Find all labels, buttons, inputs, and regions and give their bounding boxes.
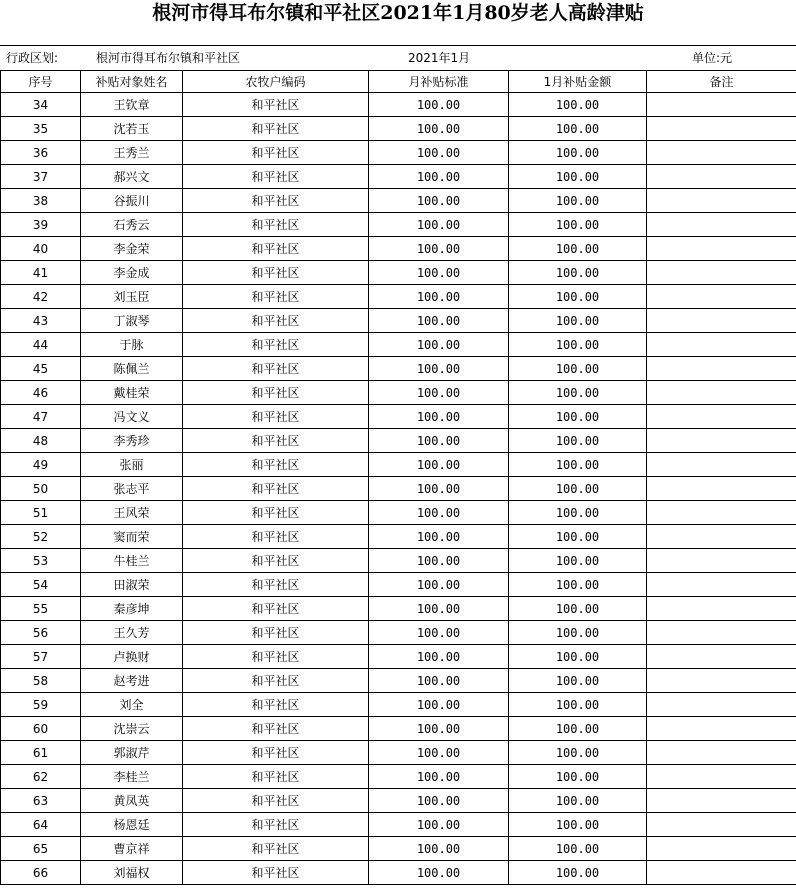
cell-amount: 100.00 <box>509 813 647 837</box>
table-row <box>1 357 796 381</box>
cell-code: 和平社区 <box>183 189 369 213</box>
cell-name: 郭淑芹 <box>81 741 183 765</box>
cell-name: 陈佩兰 <box>81 357 183 381</box>
cell-name: 王久芳 <box>81 621 183 645</box>
cell-standard: 100.00 <box>369 117 509 141</box>
cell-standard: 100.00 <box>369 453 509 477</box>
cell-note <box>647 285 796 309</box>
cell-name: 于脉 <box>81 333 183 357</box>
cell-name: 牛桂兰 <box>81 549 183 573</box>
cell-name: 沈崇云 <box>81 717 183 741</box>
cell-note <box>647 357 796 381</box>
cell-no: 62 <box>1 765 81 789</box>
cell-standard: 100.00 <box>369 381 509 405</box>
cell-no: 38 <box>1 189 81 213</box>
cell-name: 李桂兰 <box>81 765 183 789</box>
table-row <box>1 333 796 357</box>
cell-no: 46 <box>1 381 81 405</box>
cell-no: 36 <box>1 141 81 165</box>
cell-name: 王秀兰 <box>81 141 183 165</box>
cell-amount: 100.00 <box>509 669 647 693</box>
cell-code: 和平社区 <box>183 717 369 741</box>
cell-code: 和平社区 <box>183 309 369 333</box>
cell-no: 49 <box>1 453 81 477</box>
cell-code: 和平社区 <box>183 837 369 861</box>
cell-note <box>647 813 796 837</box>
cell-note <box>647 861 796 885</box>
cell-standard: 100.00 <box>369 621 509 645</box>
cell-amount: 100.00 <box>509 765 647 789</box>
cell-code: 和平社区 <box>183 501 369 525</box>
cell-amount: 100.00 <box>509 549 647 573</box>
cell-name: 田淑荣 <box>81 573 183 597</box>
cell-note <box>647 597 796 621</box>
cell-no: 54 <box>1 573 81 597</box>
table-row <box>1 405 796 429</box>
table-row <box>1 285 796 309</box>
cell-code: 和平社区 <box>183 621 369 645</box>
table-row <box>1 837 796 861</box>
cell-no: 41 <box>1 261 81 285</box>
cell-standard: 100.00 <box>369 717 509 741</box>
cell-note <box>647 213 796 237</box>
cell-name: 曹京祥 <box>81 837 183 861</box>
cell-amount: 100.00 <box>509 453 647 477</box>
cell-note <box>647 573 796 597</box>
table-row <box>1 453 796 477</box>
cell-amount: 100.00 <box>509 405 647 429</box>
cell-standard: 100.00 <box>369 405 509 429</box>
column-header-no: 序号 <box>1 71 81 93</box>
cell-standard: 100.00 <box>369 285 509 309</box>
cell-amount: 100.00 <box>509 357 647 381</box>
cell-no: 58 <box>1 669 81 693</box>
cell-amount: 100.00 <box>509 621 647 645</box>
table-row <box>1 693 796 717</box>
cell-standard: 100.00 <box>369 789 509 813</box>
cell-code: 和平社区 <box>183 669 369 693</box>
cell-name: 谷振川 <box>81 189 183 213</box>
cell-note <box>647 549 796 573</box>
cell-note <box>647 261 796 285</box>
cell-code: 和平社区 <box>183 117 369 141</box>
table-row <box>1 573 796 597</box>
cell-standard: 100.00 <box>369 477 509 501</box>
region-value: 根河市得耳布尔镇和平社区 <box>96 51 241 65</box>
cell-note <box>647 189 796 213</box>
cell-name: 冯文义 <box>81 405 183 429</box>
cell-standard: 100.00 <box>369 357 509 381</box>
cell-code: 和平社区 <box>183 237 369 261</box>
cell-standard: 100.00 <box>369 573 509 597</box>
cell-note <box>647 405 796 429</box>
table-row <box>1 429 796 453</box>
cell-no: 66 <box>1 861 81 885</box>
cell-amount: 100.00 <box>509 501 647 525</box>
cell-code: 和平社区 <box>183 357 369 381</box>
cell-code: 和平社区 <box>183 261 369 285</box>
table-row <box>1 525 796 549</box>
cell-name: 丁淑琴 <box>81 309 183 333</box>
cell-name: 沈若玉 <box>81 117 183 141</box>
cell-code: 和平社区 <box>183 285 369 309</box>
cell-standard: 100.00 <box>369 213 509 237</box>
cell-name: 刘玉臣 <box>81 285 183 309</box>
cell-no: 53 <box>1 549 81 573</box>
cell-standard: 100.00 <box>369 429 509 453</box>
column-header-amount: 1月补贴金额 <box>509 71 647 93</box>
cell-standard: 100.00 <box>369 597 509 621</box>
cell-amount: 100.00 <box>509 189 647 213</box>
cell-note <box>647 141 796 165</box>
cell-name: 戴桂荣 <box>81 381 183 405</box>
cell-standard: 100.00 <box>369 765 509 789</box>
cell-no: 34 <box>1 93 81 117</box>
cell-code: 和平社区 <box>183 693 369 717</box>
cell-amount: 100.00 <box>509 525 647 549</box>
unit-label: 单位:元 <box>692 51 733 65</box>
cell-amount: 100.00 <box>509 645 647 669</box>
cell-note <box>647 765 796 789</box>
cell-amount: 100.00 <box>509 741 647 765</box>
cell-note <box>647 453 796 477</box>
table-row <box>1 789 796 813</box>
cell-note <box>647 837 796 861</box>
cell-no: 39 <box>1 213 81 237</box>
cell-name: 王风荣 <box>81 501 183 525</box>
cell-standard: 100.00 <box>369 741 509 765</box>
table-row <box>1 645 796 669</box>
cell-standard: 100.00 <box>369 309 509 333</box>
cell-amount: 100.00 <box>509 693 647 717</box>
cell-no: 57 <box>1 645 81 669</box>
cell-no: 64 <box>1 813 81 837</box>
cell-code: 和平社区 <box>183 789 369 813</box>
cell-name: 李秀珍 <box>81 429 183 453</box>
meta-row <box>0 46 796 70</box>
cell-no: 60 <box>1 717 81 741</box>
table-header-row <box>1 71 796 93</box>
cell-amount: 100.00 <box>509 93 647 117</box>
cell-name: 秦彦坤 <box>81 597 183 621</box>
cell-code: 和平社区 <box>183 333 369 357</box>
cell-amount: 100.00 <box>509 117 647 141</box>
cell-no: 44 <box>1 333 81 357</box>
table-row <box>1 165 796 189</box>
cell-standard: 100.00 <box>369 189 509 213</box>
table-row <box>1 621 796 645</box>
cell-code: 和平社区 <box>183 765 369 789</box>
column-header-standard: 月补贴标准 <box>369 71 509 93</box>
cell-amount: 100.00 <box>509 429 647 453</box>
cell-note <box>647 501 796 525</box>
cell-amount: 100.00 <box>509 381 647 405</box>
cell-name: 石秀云 <box>81 213 183 237</box>
cell-name: 李金荣 <box>81 237 183 261</box>
cell-name: 郝兴文 <box>81 165 183 189</box>
region-label: 行政区划: <box>6 51 59 65</box>
cell-code: 和平社区 <box>183 405 369 429</box>
column-header-code: 农牧户编码 <box>183 71 369 93</box>
cell-note <box>647 309 796 333</box>
cell-no: 43 <box>1 309 81 333</box>
cell-amount: 100.00 <box>509 165 647 189</box>
cell-code: 和平社区 <box>183 141 369 165</box>
cell-code: 和平社区 <box>183 597 369 621</box>
cell-no: 52 <box>1 525 81 549</box>
cell-no: 48 <box>1 429 81 453</box>
table-row <box>1 213 796 237</box>
table-row <box>1 93 796 117</box>
table-row <box>1 141 796 165</box>
table-row <box>1 189 796 213</box>
cell-name: 李金成 <box>81 261 183 285</box>
cell-code: 和平社区 <box>183 861 369 885</box>
cell-note <box>647 117 796 141</box>
cell-amount: 100.00 <box>509 333 647 357</box>
cell-amount: 100.00 <box>509 477 647 501</box>
cell-standard: 100.00 <box>369 501 509 525</box>
cell-standard: 100.00 <box>369 693 509 717</box>
cell-no: 35 <box>1 117 81 141</box>
cell-code: 和平社区 <box>183 165 369 189</box>
cell-no: 61 <box>1 741 81 765</box>
cell-code: 和平社区 <box>183 549 369 573</box>
cell-note <box>647 645 796 669</box>
cell-amount: 100.00 <box>509 285 647 309</box>
cell-code: 和平社区 <box>183 813 369 837</box>
cell-code: 和平社区 <box>183 645 369 669</box>
cell-note <box>647 741 796 765</box>
cell-code: 和平社区 <box>183 381 369 405</box>
cell-note <box>647 93 796 117</box>
table-row <box>1 117 796 141</box>
cell-code: 和平社区 <box>183 429 369 453</box>
cell-amount: 100.00 <box>509 597 647 621</box>
cell-code: 和平社区 <box>183 213 369 237</box>
cell-name: 张丽 <box>81 453 183 477</box>
cell-note <box>647 333 796 357</box>
cell-standard: 100.00 <box>369 645 509 669</box>
cell-name: 张志平 <box>81 477 183 501</box>
cell-code: 和平社区 <box>183 741 369 765</box>
cell-standard: 100.00 <box>369 837 509 861</box>
cell-note <box>647 621 796 645</box>
cell-note <box>647 237 796 261</box>
cell-no: 47 <box>1 405 81 429</box>
cell-amount: 100.00 <box>509 213 647 237</box>
cell-note <box>647 381 796 405</box>
cell-standard: 100.00 <box>369 813 509 837</box>
cell-no: 63 <box>1 789 81 813</box>
cell-code: 和平社区 <box>183 477 369 501</box>
cell-standard: 100.00 <box>369 165 509 189</box>
cell-note <box>647 693 796 717</box>
cell-code: 和平社区 <box>183 525 369 549</box>
table-row <box>1 549 796 573</box>
cell-no: 50 <box>1 477 81 501</box>
table-row <box>1 669 796 693</box>
cell-code: 和平社区 <box>183 453 369 477</box>
table-row <box>1 717 796 741</box>
cell-no: 51 <box>1 501 81 525</box>
cell-no: 59 <box>1 693 81 717</box>
table-row <box>1 597 796 621</box>
cell-note <box>647 525 796 549</box>
cell-amount: 100.00 <box>509 861 647 885</box>
cell-note <box>647 789 796 813</box>
cell-amount: 100.00 <box>509 837 647 861</box>
table-row <box>1 381 796 405</box>
cell-amount: 100.00 <box>509 261 647 285</box>
cell-note <box>647 477 796 501</box>
cell-code: 和平社区 <box>183 573 369 597</box>
cell-name: 刘福权 <box>81 861 183 885</box>
cell-name: 王钦章 <box>81 93 183 117</box>
table-row <box>1 477 796 501</box>
subsidy-table <box>0 70 796 885</box>
cell-name: 刘全 <box>81 693 183 717</box>
table-row <box>1 501 796 525</box>
cell-no: 56 <box>1 621 81 645</box>
cell-no: 42 <box>1 285 81 309</box>
cell-standard: 100.00 <box>369 549 509 573</box>
cell-standard: 100.00 <box>369 525 509 549</box>
cell-name: 卢换财 <box>81 645 183 669</box>
cell-standard: 100.00 <box>369 861 509 885</box>
table-row <box>1 813 796 837</box>
period-label: 2021年1月 <box>408 51 471 65</box>
table-row <box>1 261 796 285</box>
cell-standard: 100.00 <box>369 261 509 285</box>
table-row <box>1 861 796 885</box>
cell-code: 和平社区 <box>183 93 369 117</box>
cell-no: 45 <box>1 357 81 381</box>
cell-note <box>647 429 796 453</box>
cell-amount: 100.00 <box>509 717 647 741</box>
cell-no: 55 <box>1 597 81 621</box>
table-row <box>1 741 796 765</box>
cell-no: 65 <box>1 837 81 861</box>
cell-amount: 100.00 <box>509 573 647 597</box>
table-row <box>1 765 796 789</box>
cell-standard: 100.00 <box>369 333 509 357</box>
cell-no: 40 <box>1 237 81 261</box>
cell-name: 窦而荣 <box>81 525 183 549</box>
cell-standard: 100.00 <box>369 141 509 165</box>
cell-amount: 100.00 <box>509 141 647 165</box>
cell-name: 杨恩廷 <box>81 813 183 837</box>
cell-amount: 100.00 <box>509 309 647 333</box>
cell-standard: 100.00 <box>369 669 509 693</box>
column-header-name: 补贴对象姓名 <box>81 71 183 93</box>
cell-standard: 100.00 <box>369 237 509 261</box>
cell-no: 37 <box>1 165 81 189</box>
column-header-note: 备注 <box>647 71 796 93</box>
cell-amount: 100.00 <box>509 237 647 261</box>
cell-name: 赵考进 <box>81 669 183 693</box>
table-row <box>1 309 796 333</box>
cell-name: 黄凤英 <box>81 789 183 813</box>
cell-note <box>647 717 796 741</box>
cell-amount: 100.00 <box>509 789 647 813</box>
cell-note <box>647 669 796 693</box>
cell-standard: 100.00 <box>369 93 509 117</box>
cell-note <box>647 165 796 189</box>
table-row <box>1 237 796 261</box>
page-title: 根河市得耳布尔镇和平社区2021年1月80岁老人高龄津贴 <box>152 2 644 24</box>
